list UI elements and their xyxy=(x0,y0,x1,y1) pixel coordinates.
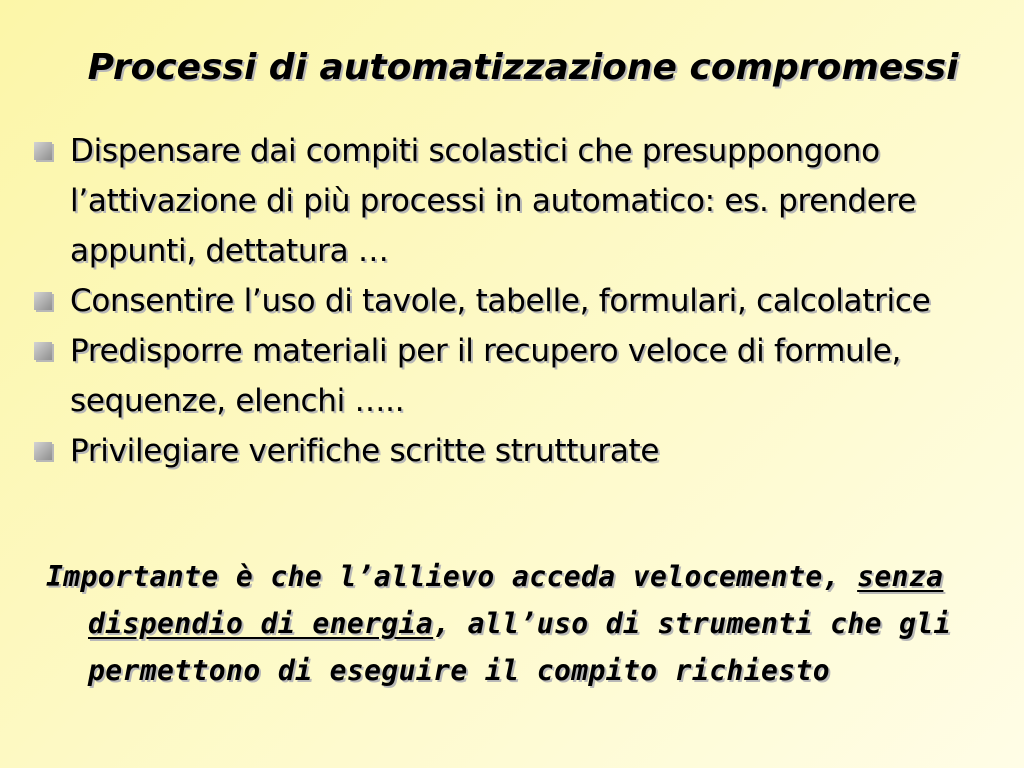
bullet-text: Dispensare dai compiti scolastici che presuppongono l’attivazione di più processi in automatico: es. prendere appunti, dettatura … xyxy=(70,133,917,269)
square-bullet-icon xyxy=(34,142,52,160)
bullet-item xyxy=(30,276,990,326)
bullet-text: Predisporre materiali per il recupero veloce di formule, sequenze, elenchi ….. xyxy=(70,333,902,419)
bullet-item xyxy=(30,126,990,276)
note-text-end: , all’uso di strumenti che gli permettono di eseguire il compito richiesto xyxy=(88,607,951,687)
slide-title: Processi di automatizzazione compromessi xyxy=(87,47,959,88)
bullet-text: Consentire l’uso di tavole, tabelle, formulari, calcolatrice xyxy=(70,283,931,319)
bullet-text: Privilegiare verifiche scritte strutturate xyxy=(70,433,660,469)
square-bullet-icon xyxy=(34,292,52,310)
bullet-list xyxy=(30,126,990,476)
note-underlined-phrase: senza dispendio di energia xyxy=(88,560,944,640)
square-bullet-icon xyxy=(34,342,52,360)
bullet-item xyxy=(30,426,990,476)
square-bullet-icon xyxy=(34,442,52,460)
note-text-start: Importante è che l’allievo acceda velocemente, xyxy=(46,560,858,593)
bullet-item xyxy=(30,326,990,426)
emphasis-note xyxy=(46,553,1018,694)
